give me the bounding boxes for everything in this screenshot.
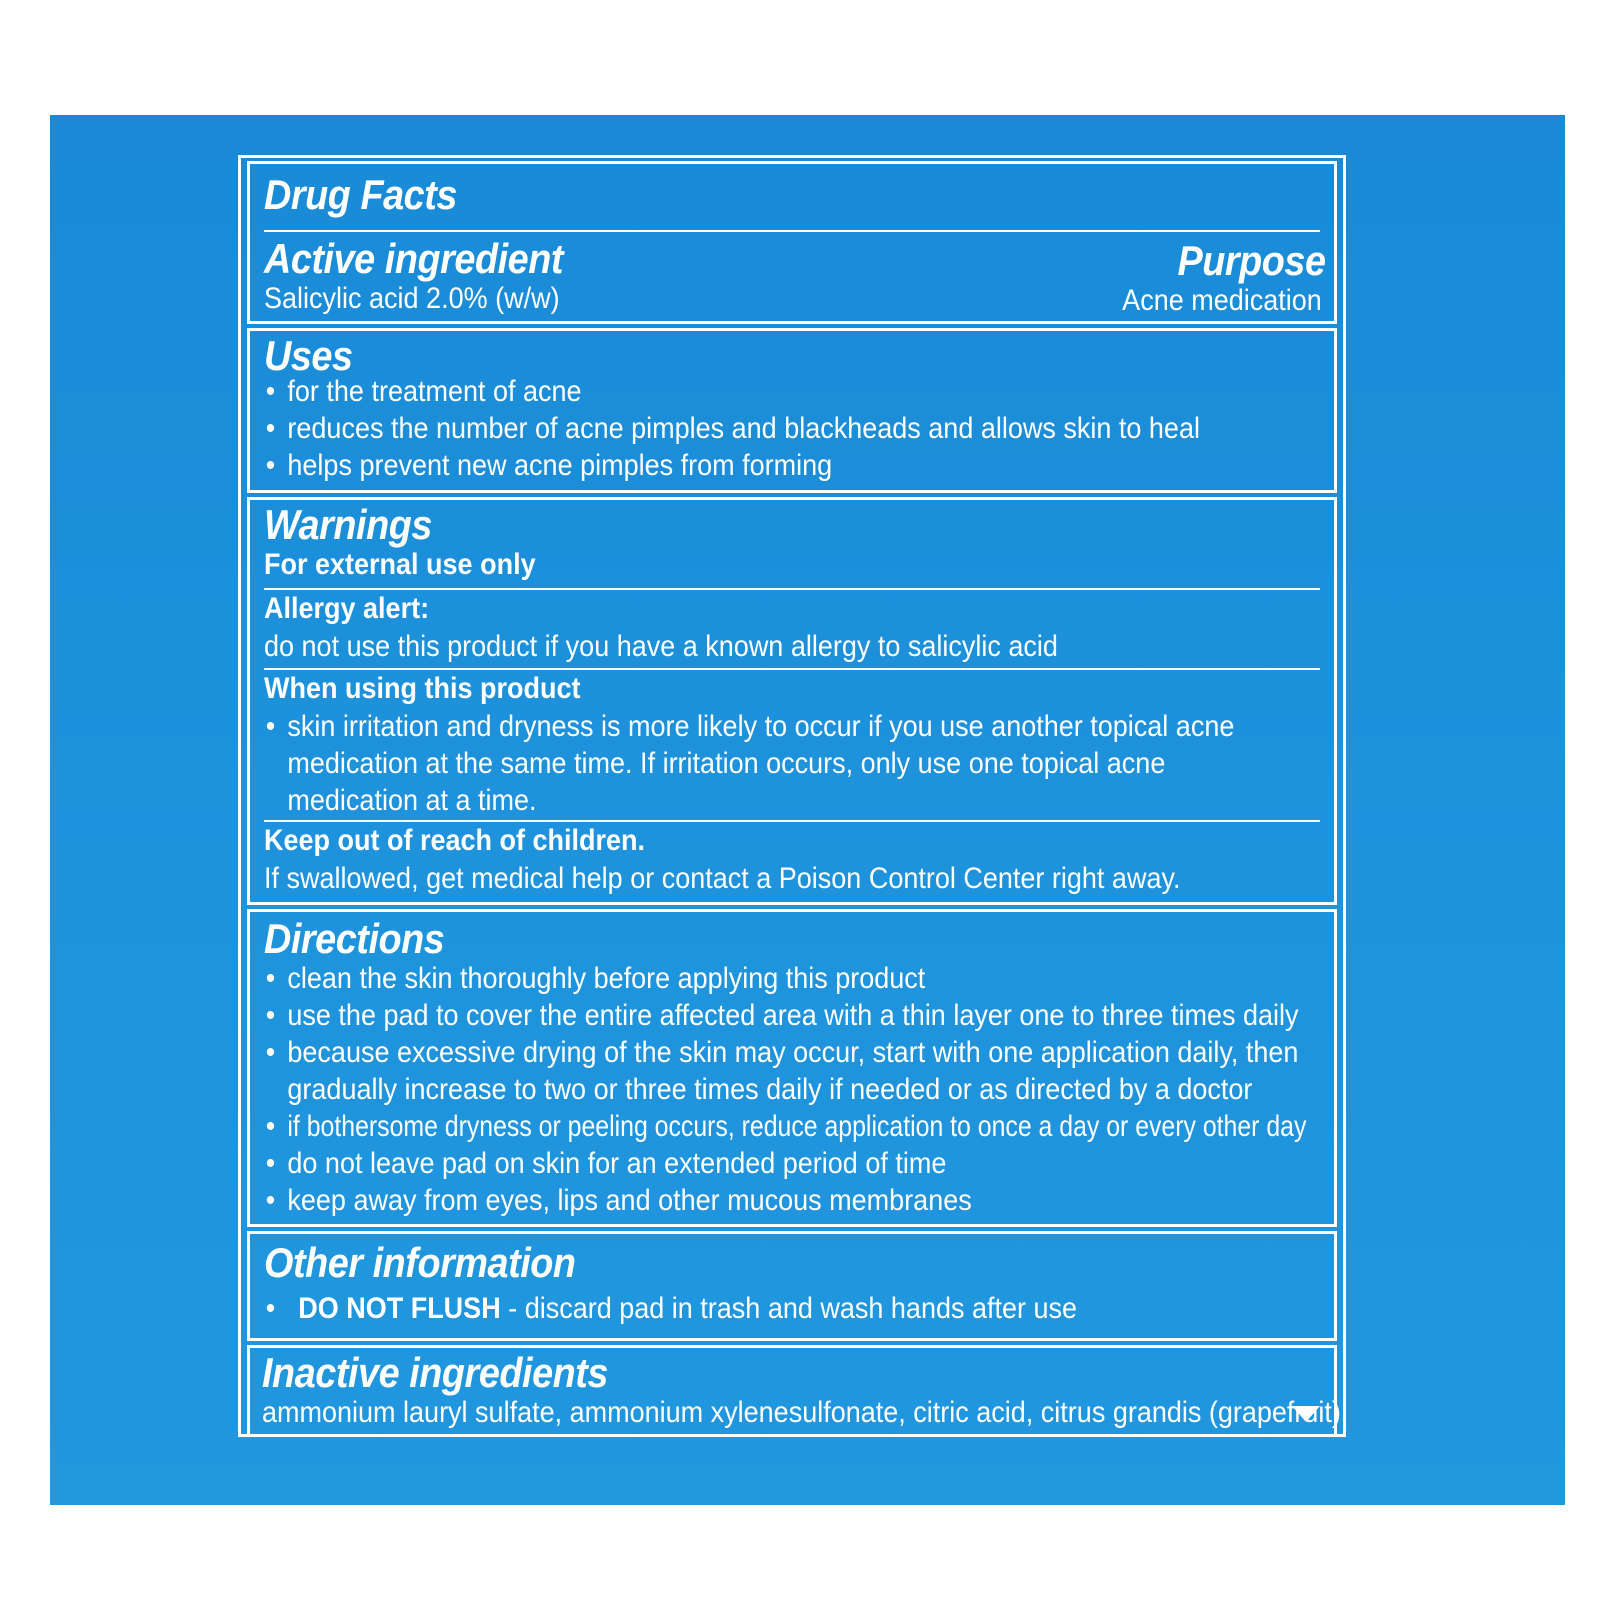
inactive-ingredients-section [247, 1345, 1341, 1437]
active-ingredient-section [247, 161, 1337, 324]
bullet-icon: • [265, 449, 276, 482]
bullet-icon: • [265, 999, 276, 1032]
list-item: • keep away from eyes, lips and other mucous membranes [265, 1184, 972, 1217]
bullet-icon: • [265, 1292, 276, 1325]
external-use-text: For external use only [264, 548, 536, 581]
list-item: • because excessive drying of the skin may occur, start with one application daily, then [265, 1036, 1299, 1069]
when-using-heading: When using this product [264, 672, 581, 705]
directions-section [247, 909, 1337, 1227]
directions-heading: Directions [264, 915, 445, 962]
drug-facts-panel [238, 155, 1346, 1437]
purpose-text: Acne medication [1122, 284, 1322, 317]
list-item: • for the treatment of acne [265, 375, 582, 408]
bullet-icon: • [265, 710, 276, 743]
list-item: • if bothersome dryness or peeling occurs, reduce application to once a day or every other day [265, 1110, 1307, 1143]
allergy-alert-heading: Allergy alert: [264, 592, 430, 625]
list-item-continuation: gradually increase to two or three times daily if needed or as directed by a doctor [287, 1073, 1253, 1106]
bullet-icon: • [265, 1147, 276, 1180]
title-divider [264, 230, 1320, 232]
do-not-flush-text: - discard pad in trash and wash hands after use [500, 1292, 1078, 1325]
do-not-flush-label: DO NOT FLUSH [298, 1292, 501, 1325]
keep-out-text: If swallowed, get medical help or contact a Poison Control Center right away. [264, 862, 1181, 895]
allergy-alert-text: do not use this product if you have a known allergy to salicylic acid [264, 630, 1058, 663]
bullet-icon: • [265, 1184, 276, 1217]
purpose-heading: Purpose [1177, 237, 1326, 284]
package-background [50, 115, 1565, 1505]
bullet-icon: • [265, 412, 276, 445]
when-using-text: • skin irritation and dryness is more likely to occur if you use another topical acne medication at the same time. If irritation occurs, only use one topical acne medication at a time. [265, 710, 1235, 817]
list-item [264, 1290, 1077, 1327]
warnings-heading: Warnings [264, 501, 432, 548]
uses-section [247, 328, 1337, 493]
page-title: Drug Facts [264, 171, 457, 218]
active-ingredient-heading: Active ingredient [264, 235, 564, 282]
inactive-ingredients-heading: Inactive ingredients [262, 1349, 609, 1396]
uses-heading: Uses [264, 332, 353, 379]
directions-list [264, 960, 1521, 1219]
list-item: • clean the skin thoroughly before applying this product [265, 962, 926, 995]
list-item: • reduces the number of acne pimples and blackheads and allows skin to heal [265, 412, 1200, 445]
bullet-icon: • [265, 962, 276, 995]
inactive-ingredients-text: ammonium lauryl sulfate, ammonium xylenesulfonate, citric acid, citrus grandis (grapefruit) [262, 1396, 1341, 1429]
list-item: • do not leave pad on skin for an extended period of time [265, 1147, 947, 1180]
uses-list [264, 373, 1304, 484]
triangle-down-icon [1292, 1406, 1320, 1422]
list-item: • use the pad to cover the entire affected area with a thin layer one to three times daily [265, 999, 1299, 1032]
bullet-icon: • [265, 1110, 276, 1143]
bullet-icon: • [265, 375, 276, 408]
list-item: • helps prevent new acne pimples from forming [265, 449, 833, 482]
other-information-heading: Other information [264, 1239, 576, 1286]
keep-out-heading: Keep out of reach of children. [264, 824, 646, 857]
other-information-section [247, 1231, 1337, 1341]
bullet-icon: • [265, 1036, 276, 1069]
warnings-section [247, 497, 1337, 905]
active-ingredient-text: Salicylic acid 2.0% (w/w) [264, 282, 560, 315]
